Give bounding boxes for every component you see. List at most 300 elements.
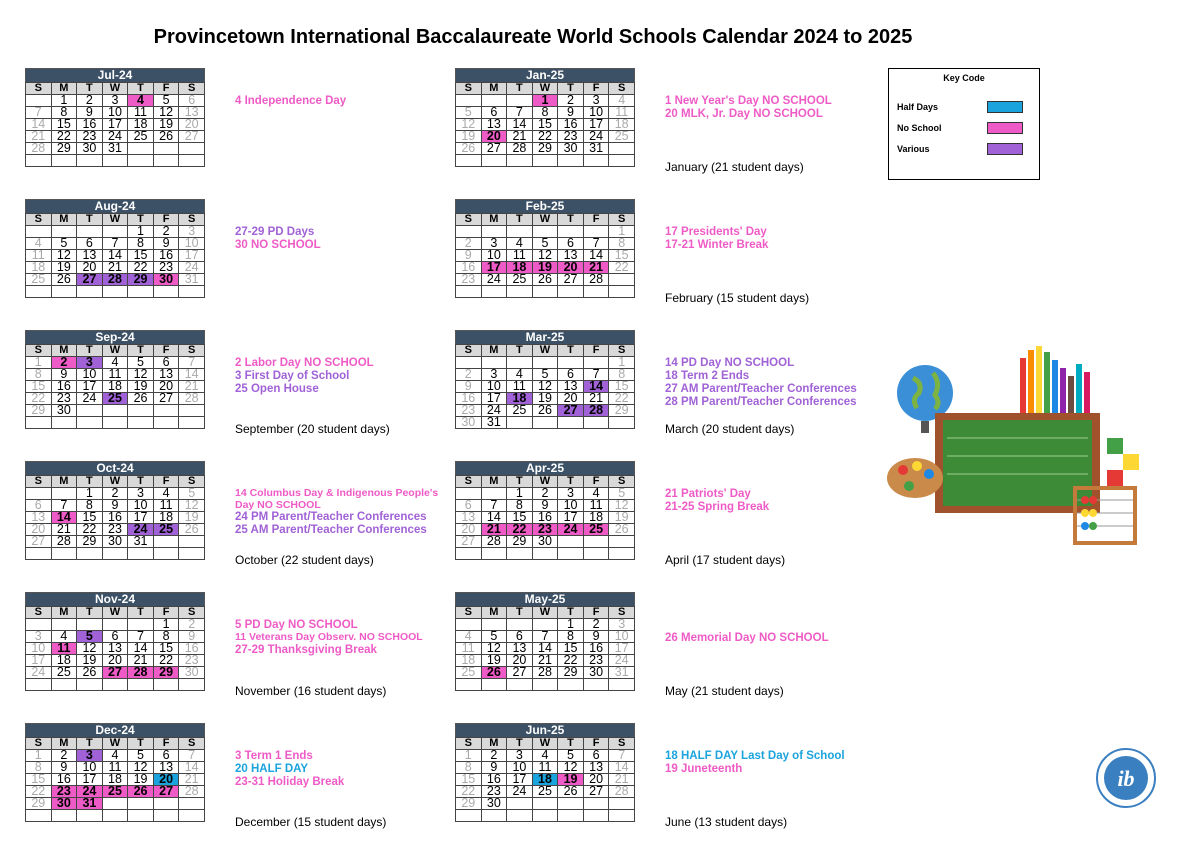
day-cell: 29 bbox=[609, 405, 635, 417]
day-cell: 20 bbox=[456, 524, 482, 536]
day-cell: 12 bbox=[609, 500, 635, 512]
month-calendar bbox=[25, 461, 205, 560]
month-name: Sep-24 bbox=[25, 330, 205, 344]
day-cell: 8 bbox=[532, 107, 558, 119]
event-note: 23-31 Holiday Break bbox=[235, 776, 345, 788]
day-cell: 27 bbox=[77, 274, 103, 286]
day-cell: 19 bbox=[153, 119, 179, 131]
day-cell: 31 bbox=[481, 417, 507, 429]
day-cell: 25 bbox=[102, 393, 128, 405]
day-cell: 14 bbox=[179, 762, 205, 774]
day-cell: 4 bbox=[153, 488, 179, 500]
day-cell: 3 bbox=[558, 488, 584, 500]
day-cell: 8 bbox=[456, 762, 482, 774]
month-notes bbox=[235, 488, 450, 537]
day-cell: 4 bbox=[128, 95, 154, 107]
weekday-header: S bbox=[609, 607, 635, 619]
day-cell: 6 bbox=[456, 500, 482, 512]
month-calendar bbox=[455, 592, 635, 691]
day-cell bbox=[153, 405, 179, 417]
month-calendar bbox=[455, 723, 635, 822]
day-cell: 27 bbox=[179, 131, 205, 143]
day-cell: 19 bbox=[128, 381, 154, 393]
day-cell: 11 bbox=[153, 500, 179, 512]
day-cell: 23 bbox=[532, 524, 558, 536]
day-cell: 11 bbox=[102, 762, 128, 774]
day-cell: 22 bbox=[609, 262, 635, 274]
day-cell: 13 bbox=[153, 369, 179, 381]
day-cell: 22 bbox=[456, 786, 482, 798]
day-cell: 24 bbox=[583, 131, 609, 143]
day-cell: 14 bbox=[507, 119, 533, 131]
day-cell: 21 bbox=[51, 524, 77, 536]
day-cell: 7 bbox=[179, 750, 205, 762]
weekday-header: S bbox=[456, 83, 482, 95]
day-cell: 2 bbox=[456, 369, 482, 381]
day-cell bbox=[583, 155, 609, 167]
day-cell bbox=[609, 679, 635, 691]
day-cell: 2 bbox=[456, 238, 482, 250]
day-cell bbox=[532, 810, 558, 822]
event-note: 3 Term 1 Ends bbox=[235, 750, 313, 762]
day-cell: 3 bbox=[26, 631, 52, 643]
day-cell: 26 bbox=[128, 393, 154, 405]
weekday-header: W bbox=[102, 83, 128, 95]
day-cell: 1 bbox=[609, 357, 635, 369]
day-cell bbox=[179, 286, 205, 298]
day-cell: 12 bbox=[51, 250, 77, 262]
day-cell bbox=[26, 95, 52, 107]
weekday-header: T bbox=[77, 607, 103, 619]
day-cell: 11 bbox=[532, 762, 558, 774]
day-cell bbox=[102, 417, 128, 429]
day-cell bbox=[77, 810, 103, 822]
day-cell: 2 bbox=[532, 488, 558, 500]
day-cell: 31 bbox=[609, 667, 635, 679]
day-cell: 21 bbox=[102, 262, 128, 274]
day-cell: 12 bbox=[481, 643, 507, 655]
day-cell bbox=[583, 536, 609, 548]
day-cell: 13 bbox=[558, 250, 584, 262]
day-cell bbox=[51, 548, 77, 560]
day-cell bbox=[26, 810, 52, 822]
day-cell: 15 bbox=[26, 774, 52, 786]
day-cell: 9 bbox=[51, 762, 77, 774]
day-cell: 29 bbox=[532, 143, 558, 155]
day-cell bbox=[77, 286, 103, 298]
weekday-header: S bbox=[26, 738, 52, 750]
day-cell: 10 bbox=[102, 107, 128, 119]
day-cell: 21 bbox=[481, 524, 507, 536]
day-cell bbox=[77, 417, 103, 429]
weekday-header: F bbox=[153, 83, 179, 95]
day-cell bbox=[532, 226, 558, 238]
day-cell: 14 bbox=[609, 762, 635, 774]
day-cell: 10 bbox=[179, 238, 205, 250]
day-cell: 16 bbox=[481, 774, 507, 786]
day-cell: 12 bbox=[77, 643, 103, 655]
day-cell bbox=[507, 810, 533, 822]
day-cell: 30 bbox=[532, 536, 558, 548]
day-cell: 13 bbox=[77, 250, 103, 262]
weekday-header: T bbox=[507, 607, 533, 619]
event-note: 14 Columbus Day & Indigenous People's Day NO SCHOOL bbox=[235, 487, 439, 511]
weekday-header: T bbox=[558, 738, 584, 750]
day-cell: 17 bbox=[609, 643, 635, 655]
day-cell: 7 bbox=[481, 500, 507, 512]
day-cell: 2 bbox=[558, 95, 584, 107]
day-cell: 23 bbox=[51, 786, 77, 798]
weekday-header: S bbox=[609, 345, 635, 357]
weekday-header: T bbox=[558, 345, 584, 357]
month-notes bbox=[665, 632, 880, 645]
day-cell bbox=[179, 679, 205, 691]
month-calendar bbox=[25, 592, 205, 691]
day-cell: 29 bbox=[558, 667, 584, 679]
day-cell: 6 bbox=[153, 750, 179, 762]
event-note: 20 MLK, Jr. Day NO SCHOOL bbox=[665, 108, 823, 120]
day-cell: 5 bbox=[558, 750, 584, 762]
day-cell: 8 bbox=[153, 631, 179, 643]
day-cell: 8 bbox=[26, 369, 52, 381]
day-cell bbox=[507, 548, 533, 560]
day-cell: 20 bbox=[153, 774, 179, 786]
day-cell: 4 bbox=[102, 357, 128, 369]
day-cell: 20 bbox=[153, 381, 179, 393]
day-cell: 14 bbox=[583, 381, 609, 393]
day-cell: 14 bbox=[583, 250, 609, 262]
page-title: Provincetown International Baccalaureate World Schools Calendar 2024 to 2025 bbox=[153, 26, 913, 48]
weekday-header: T bbox=[128, 607, 154, 619]
weekday-header: T bbox=[77, 738, 103, 750]
day-cell: 11 bbox=[51, 643, 77, 655]
day-cell bbox=[26, 488, 52, 500]
weekday-header: S bbox=[26, 83, 52, 95]
day-cell: 10 bbox=[609, 631, 635, 643]
weekday-header: W bbox=[102, 607, 128, 619]
day-cell: 2 bbox=[77, 95, 103, 107]
day-cell bbox=[102, 226, 128, 238]
day-cell: 9 bbox=[179, 631, 205, 643]
day-cell: 26 bbox=[153, 131, 179, 143]
weekday-header: S bbox=[456, 738, 482, 750]
day-cell: 15 bbox=[128, 250, 154, 262]
day-cell: 18 bbox=[456, 655, 482, 667]
event-note: 18 Term 2 Ends bbox=[665, 370, 750, 382]
day-cell: 11 bbox=[128, 107, 154, 119]
weekday-header: W bbox=[532, 214, 558, 226]
month-notes bbox=[665, 488, 880, 514]
day-cell bbox=[26, 155, 52, 167]
month-name: Aug-24 bbox=[25, 199, 205, 213]
day-cell: 20 bbox=[179, 119, 205, 131]
day-cell bbox=[507, 798, 533, 810]
day-cell bbox=[507, 417, 533, 429]
day-cell bbox=[179, 155, 205, 167]
event-note: 14 PD Day NO SCHOOL bbox=[665, 357, 795, 369]
day-cell: 15 bbox=[609, 381, 635, 393]
event-note: 1 New Year's Day NO SCHOOL bbox=[665, 95, 832, 107]
weekday-header: T bbox=[558, 607, 584, 619]
day-cell: 28 bbox=[481, 536, 507, 548]
day-cell: 9 bbox=[558, 107, 584, 119]
weekday-header: M bbox=[481, 345, 507, 357]
day-cell: 13 bbox=[558, 381, 584, 393]
day-cell: 26 bbox=[128, 786, 154, 798]
day-cell: 2 bbox=[583, 619, 609, 631]
day-cell: 24 bbox=[26, 667, 52, 679]
day-cell bbox=[583, 548, 609, 560]
day-cell bbox=[558, 155, 584, 167]
day-cell: 21 bbox=[609, 774, 635, 786]
day-cell: 4 bbox=[583, 488, 609, 500]
day-cell bbox=[532, 619, 558, 631]
day-cell bbox=[153, 155, 179, 167]
day-cell: 8 bbox=[609, 369, 635, 381]
day-cell: 7 bbox=[583, 369, 609, 381]
day-cell: 29 bbox=[153, 667, 179, 679]
event-note: 17 Presidents' Day bbox=[665, 226, 767, 238]
day-cell bbox=[51, 155, 77, 167]
day-cell bbox=[128, 810, 154, 822]
day-cell bbox=[179, 143, 205, 155]
day-cell: 30 bbox=[456, 417, 482, 429]
day-cell: 27 bbox=[26, 536, 52, 548]
day-cell: 21 bbox=[583, 393, 609, 405]
month-name: Apr-25 bbox=[455, 461, 635, 475]
weekday-header: M bbox=[481, 738, 507, 750]
day-cell: 22 bbox=[51, 131, 77, 143]
weekday-header: F bbox=[153, 607, 179, 619]
day-cell: 16 bbox=[51, 381, 77, 393]
key-swatch-half-days bbox=[987, 101, 1023, 113]
day-cell bbox=[481, 619, 507, 631]
day-cell: 13 bbox=[583, 762, 609, 774]
day-cell: 6 bbox=[26, 500, 52, 512]
month-name: Oct-24 bbox=[25, 461, 205, 475]
day-cell bbox=[481, 95, 507, 107]
day-cell: 24 bbox=[77, 786, 103, 798]
day-cell: 19 bbox=[532, 393, 558, 405]
day-cell: 11 bbox=[507, 381, 533, 393]
event-note: 26 Memorial Day NO SCHOOL bbox=[665, 632, 829, 644]
day-cell: 5 bbox=[609, 488, 635, 500]
day-cell bbox=[456, 95, 482, 107]
day-cell bbox=[583, 679, 609, 691]
day-cell bbox=[609, 536, 635, 548]
day-cell: 22 bbox=[609, 393, 635, 405]
student-days-summary: April (17 student days) bbox=[665, 553, 786, 567]
day-cell: 21 bbox=[507, 131, 533, 143]
day-cell: 27 bbox=[481, 143, 507, 155]
day-cell: 30 bbox=[77, 143, 103, 155]
day-cell: 15 bbox=[609, 250, 635, 262]
day-cell bbox=[456, 810, 482, 822]
day-cell bbox=[128, 155, 154, 167]
day-cell: 5 bbox=[153, 95, 179, 107]
day-cell: 4 bbox=[532, 750, 558, 762]
day-cell bbox=[532, 798, 558, 810]
day-cell: 13 bbox=[26, 512, 52, 524]
day-cell: 30 bbox=[558, 143, 584, 155]
event-note: 20 HALF DAY bbox=[235, 763, 309, 775]
day-cell: 3 bbox=[481, 238, 507, 250]
day-cell: 7 bbox=[51, 500, 77, 512]
day-cell: 18 bbox=[583, 512, 609, 524]
day-cell: 21 bbox=[128, 655, 154, 667]
day-cell: 28 bbox=[583, 274, 609, 286]
day-cell: 27 bbox=[507, 667, 533, 679]
day-cell bbox=[179, 405, 205, 417]
day-cell: 14 bbox=[26, 119, 52, 131]
day-cell: 5 bbox=[532, 238, 558, 250]
weekday-header: T bbox=[128, 214, 154, 226]
day-cell bbox=[128, 798, 154, 810]
day-cell: 10 bbox=[583, 107, 609, 119]
school-supplies-illustration bbox=[885, 338, 1155, 558]
day-cell: 19 bbox=[179, 512, 205, 524]
day-cell: 19 bbox=[77, 655, 103, 667]
event-note: 17-21 Winter Break bbox=[665, 239, 769, 251]
day-cell: 18 bbox=[128, 119, 154, 131]
month-name: Nov-24 bbox=[25, 592, 205, 606]
day-cell: 29 bbox=[128, 274, 154, 286]
event-note: 4 Independence Day bbox=[235, 95, 347, 107]
day-cell: 23 bbox=[102, 524, 128, 536]
day-cell: 18 bbox=[507, 393, 533, 405]
day-cell: 12 bbox=[532, 381, 558, 393]
day-cell bbox=[26, 226, 52, 238]
day-cell: 20 bbox=[507, 655, 533, 667]
day-cell: 20 bbox=[558, 393, 584, 405]
day-cell bbox=[102, 548, 128, 560]
key-swatch-various bbox=[987, 143, 1023, 155]
day-cell bbox=[179, 810, 205, 822]
day-cell: 3 bbox=[583, 95, 609, 107]
student-days-summary: January (21 student days) bbox=[665, 160, 804, 174]
day-cell: 21 bbox=[583, 262, 609, 274]
day-cell: 22 bbox=[532, 131, 558, 143]
month-calendar bbox=[25, 330, 205, 429]
day-cell bbox=[481, 810, 507, 822]
weekday-header: S bbox=[456, 214, 482, 226]
weekday-header: S bbox=[609, 476, 635, 488]
day-cell: 9 bbox=[51, 369, 77, 381]
month-name: Feb-25 bbox=[455, 199, 635, 213]
day-cell: 14 bbox=[51, 512, 77, 524]
weekday-header: S bbox=[26, 214, 52, 226]
day-cell: 19 bbox=[558, 774, 584, 786]
day-cell bbox=[558, 286, 584, 298]
event-note: 25 AM Parent/Teacher Conferences bbox=[235, 524, 427, 536]
day-cell bbox=[558, 357, 584, 369]
day-cell: 22 bbox=[507, 524, 533, 536]
weekday-header: T bbox=[77, 83, 103, 95]
weekday-header: S bbox=[179, 476, 205, 488]
day-cell: 6 bbox=[102, 631, 128, 643]
day-cell bbox=[481, 548, 507, 560]
day-cell: 16 bbox=[102, 512, 128, 524]
day-cell: 11 bbox=[507, 250, 533, 262]
weekday-header: T bbox=[128, 476, 154, 488]
day-cell bbox=[583, 417, 609, 429]
day-cell: 10 bbox=[77, 762, 103, 774]
day-cell bbox=[609, 810, 635, 822]
day-cell bbox=[481, 488, 507, 500]
day-cell: 10 bbox=[558, 500, 584, 512]
day-cell: 29 bbox=[26, 798, 52, 810]
weekday-header: T bbox=[507, 345, 533, 357]
day-cell: 18 bbox=[102, 774, 128, 786]
day-cell: 22 bbox=[153, 655, 179, 667]
day-cell: 3 bbox=[481, 369, 507, 381]
day-cell: 24 bbox=[481, 405, 507, 417]
day-cell: 14 bbox=[532, 643, 558, 655]
day-cell: 8 bbox=[507, 500, 533, 512]
day-cell: 27 bbox=[558, 405, 584, 417]
day-cell: 18 bbox=[51, 655, 77, 667]
day-cell: 6 bbox=[153, 357, 179, 369]
month-name: May-25 bbox=[455, 592, 635, 606]
day-cell: 12 bbox=[179, 500, 205, 512]
weekday-header: F bbox=[583, 476, 609, 488]
day-cell: 15 bbox=[51, 119, 77, 131]
day-cell bbox=[532, 357, 558, 369]
month-calendar bbox=[25, 68, 205, 167]
key-label-no-school: No School bbox=[897, 123, 942, 133]
day-cell: 21 bbox=[179, 774, 205, 786]
weekday-header: W bbox=[102, 738, 128, 750]
weekday-header: W bbox=[532, 476, 558, 488]
day-cell bbox=[558, 810, 584, 822]
day-cell: 28 bbox=[583, 405, 609, 417]
student-days-summary: February (15 student days) bbox=[665, 291, 810, 305]
day-cell: 26 bbox=[532, 274, 558, 286]
month-notes bbox=[665, 357, 880, 409]
day-cell: 1 bbox=[153, 619, 179, 631]
day-cell: 26 bbox=[558, 786, 584, 798]
day-cell bbox=[51, 286, 77, 298]
weekday-header: T bbox=[77, 476, 103, 488]
day-cell: 31 bbox=[179, 274, 205, 286]
day-cell: 28 bbox=[26, 143, 52, 155]
day-cell bbox=[583, 798, 609, 810]
day-cell: 25 bbox=[507, 274, 533, 286]
day-cell: 6 bbox=[558, 238, 584, 250]
day-cell: 15 bbox=[532, 119, 558, 131]
day-cell bbox=[153, 536, 179, 548]
weekday-header: T bbox=[507, 83, 533, 95]
day-cell bbox=[128, 679, 154, 691]
day-cell bbox=[153, 417, 179, 429]
day-cell: 19 bbox=[51, 262, 77, 274]
day-cell: 20 bbox=[481, 131, 507, 143]
student-days-summary: December (15 student days) bbox=[235, 815, 387, 829]
day-cell bbox=[26, 417, 52, 429]
weekday-header: M bbox=[481, 214, 507, 226]
day-cell bbox=[51, 810, 77, 822]
day-cell: 30 bbox=[583, 667, 609, 679]
day-cell: 12 bbox=[532, 250, 558, 262]
day-cell: 21 bbox=[179, 381, 205, 393]
day-cell bbox=[102, 619, 128, 631]
weekday-header: T bbox=[128, 83, 154, 95]
day-cell: 1 bbox=[609, 226, 635, 238]
day-cell: 18 bbox=[507, 262, 533, 274]
day-cell: 11 bbox=[102, 369, 128, 381]
day-cell: 7 bbox=[102, 238, 128, 250]
day-cell bbox=[153, 810, 179, 822]
